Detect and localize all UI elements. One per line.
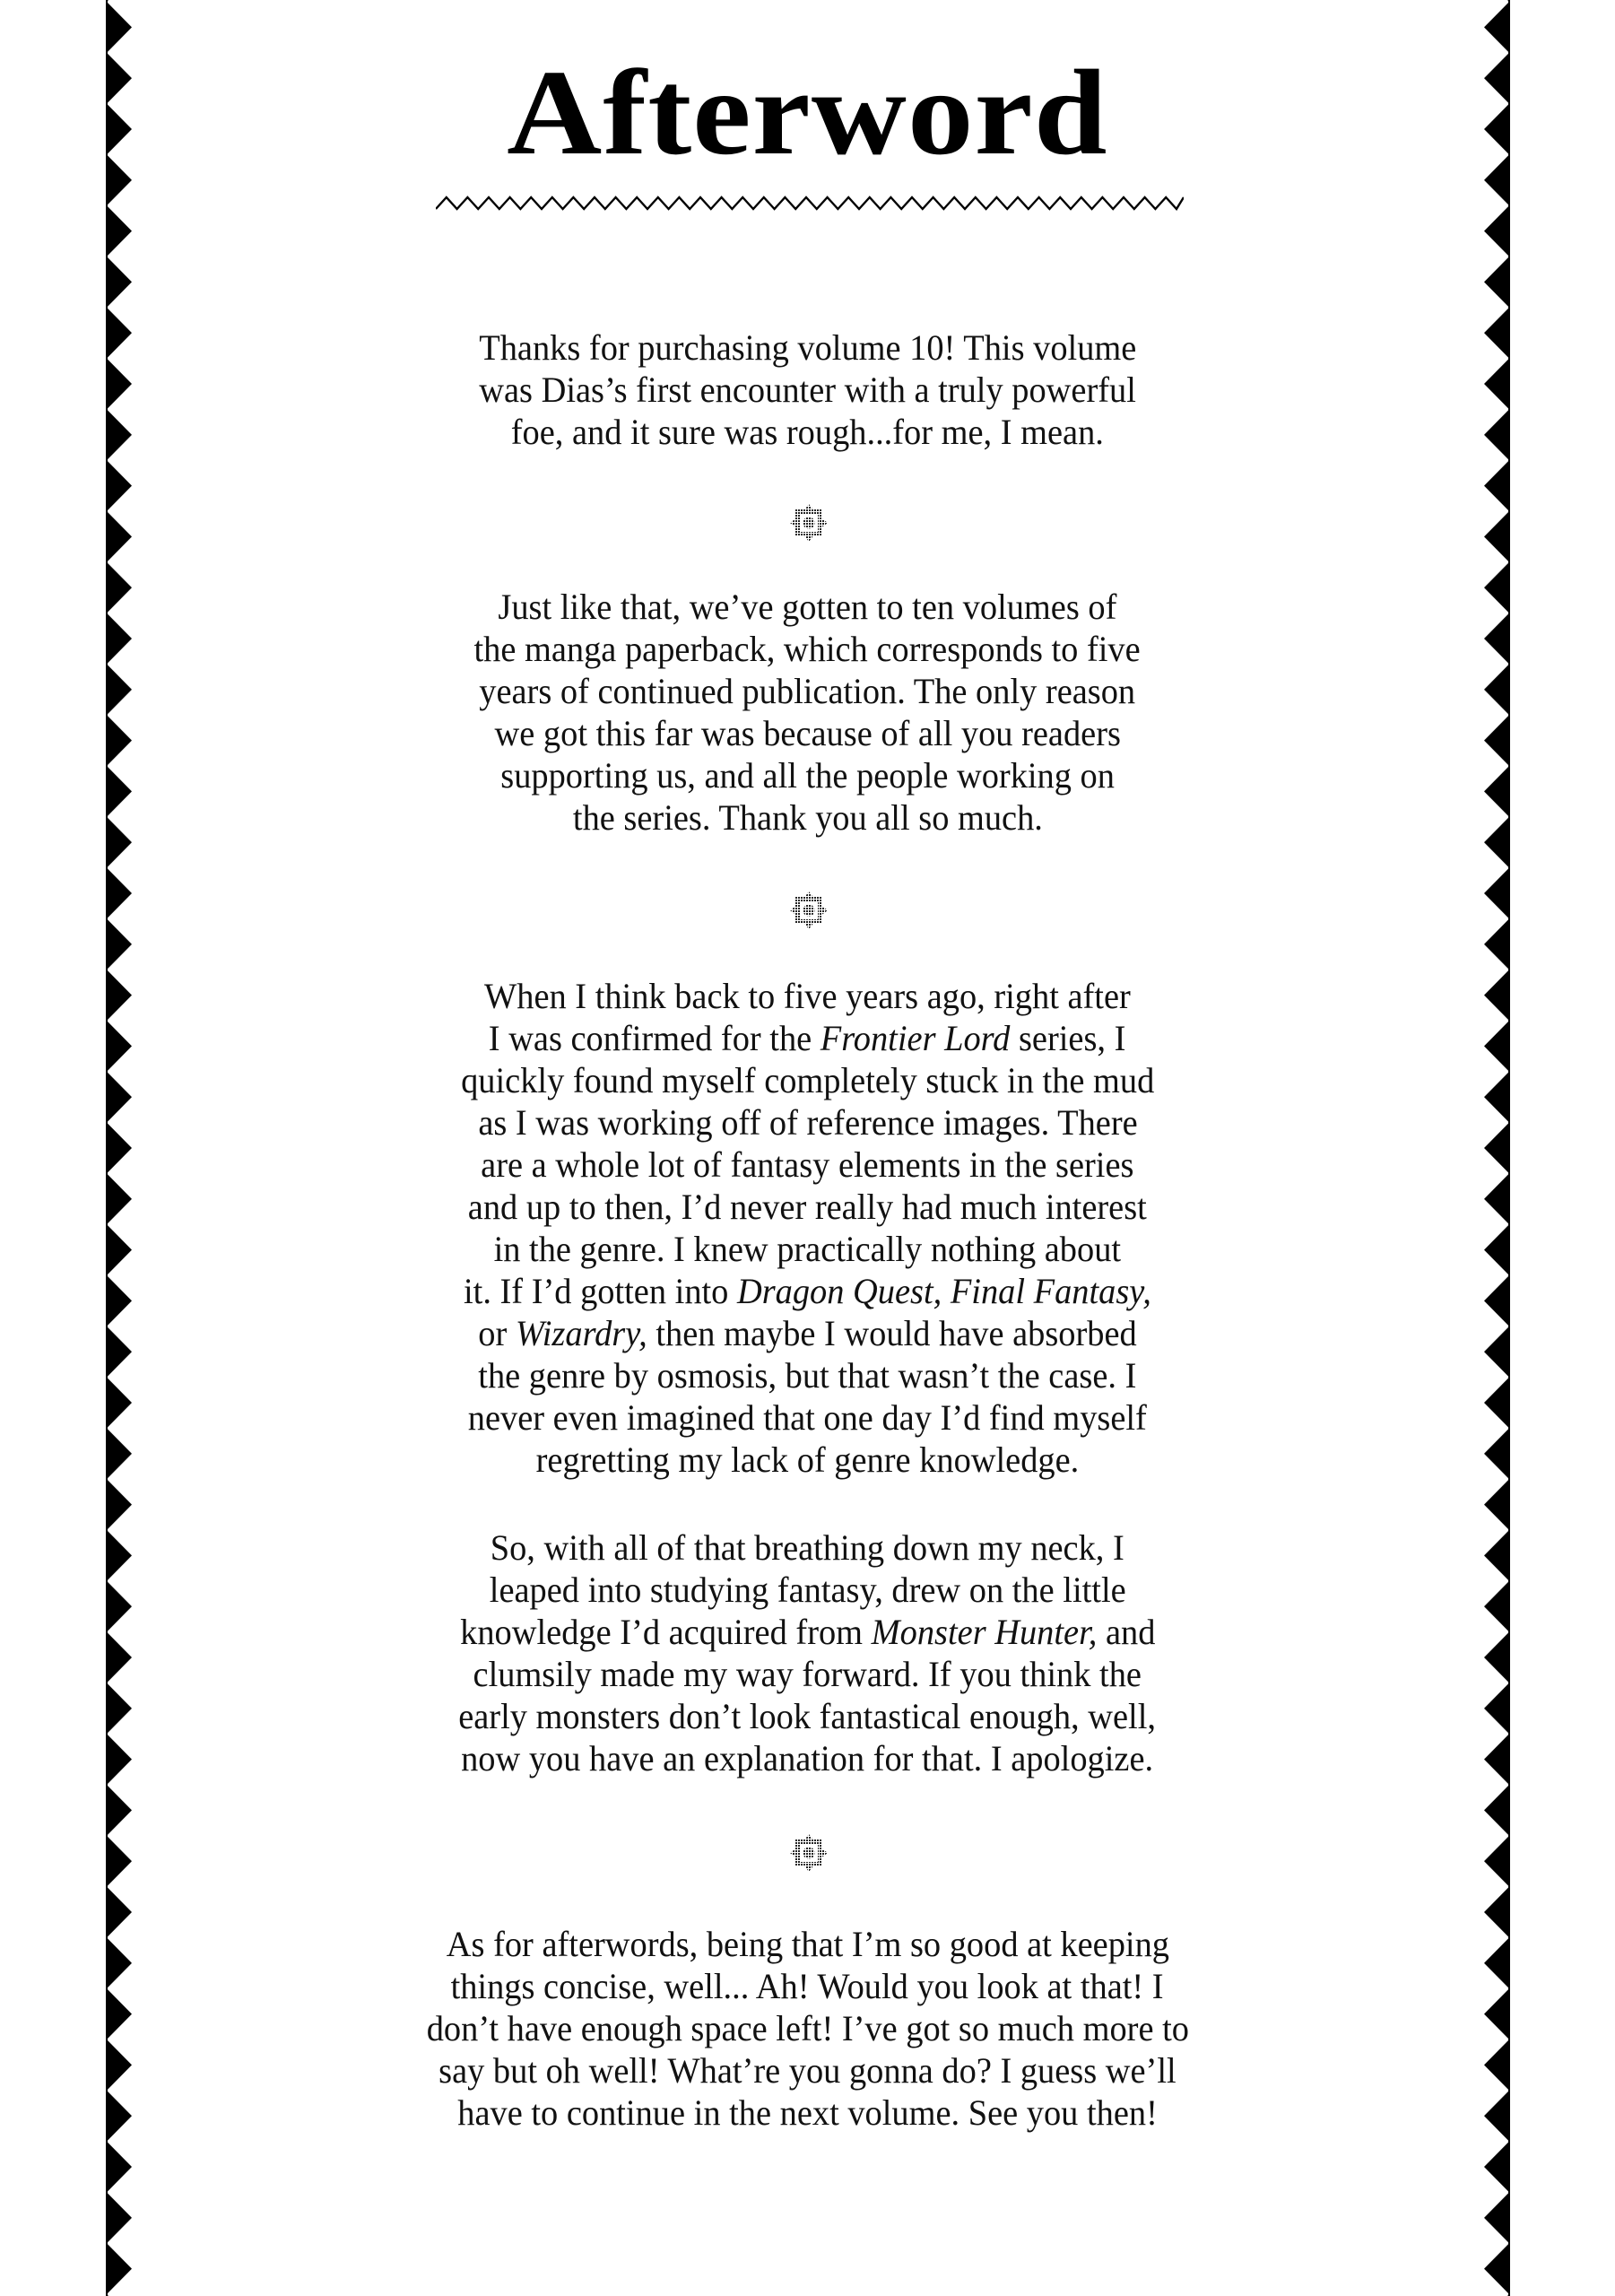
text-line bbox=[0, 712, 1615, 754]
text-line bbox=[0, 1396, 1615, 1439]
paragraph-5 bbox=[0, 1923, 1615, 2134]
text-line-content bbox=[478, 1101, 1137, 1144]
text-line bbox=[0, 2049, 1615, 2092]
text-line-content bbox=[479, 369, 1136, 411]
body-text: say but oh well! What’re you gonna do? I guess we’ll bbox=[438, 2050, 1177, 2091]
body-text: was Dias’s first encounter with a truly powerful bbox=[479, 370, 1136, 410]
text-line bbox=[0, 1312, 1615, 1354]
text-line-content bbox=[511, 411, 1104, 453]
text-line-content bbox=[490, 1569, 1126, 1611]
text-line bbox=[0, 1439, 1615, 1481]
section-divider-ornament-icon bbox=[787, 501, 830, 544]
body-text: as I was working off of reference images. There bbox=[477, 1102, 1138, 1143]
text-line-content bbox=[480, 670, 1136, 712]
text-line-content bbox=[468, 1186, 1147, 1228]
body-text: the genre by osmosis, but that wasn’t the case. I bbox=[478, 1355, 1137, 1396]
body-text: quickly found myself completely stuck in the mud bbox=[460, 1060, 1155, 1100]
text-line-content bbox=[489, 1017, 1126, 1059]
body-text: When I think back to five years ago, right after bbox=[484, 976, 1131, 1016]
text-line bbox=[0, 1059, 1615, 1101]
italic-title-text: Frontier Lord bbox=[821, 1018, 1011, 1058]
body-text: So, with all of that breathing down my neck, I bbox=[490, 1527, 1125, 1568]
body-text: things concise, well... Ah! Would you look at that! I bbox=[450, 1966, 1165, 2006]
text-line-content bbox=[500, 754, 1115, 796]
text-line-content bbox=[461, 1737, 1153, 1779]
text-line bbox=[0, 1695, 1615, 1737]
text-line-content bbox=[499, 586, 1117, 628]
body-text: series, I bbox=[1010, 1018, 1126, 1058]
text-line-content bbox=[457, 2092, 1158, 2134]
text-line-content bbox=[479, 326, 1136, 369]
text-line bbox=[0, 1923, 1615, 1965]
italic-title-text: Dragon Quest, Final Fantasy, bbox=[737, 1271, 1151, 1311]
body-text: never even imagined that one day I’d find myself bbox=[467, 1397, 1148, 1438]
body-text: are a whole lot of fantasy elements in the series bbox=[481, 1144, 1134, 1185]
title-zigzag-rule bbox=[436, 194, 1184, 213]
paragraph-4 bbox=[0, 1526, 1615, 1779]
body-text: Just like that, we’ve gotten to ten volumes of bbox=[498, 587, 1117, 627]
text-line-content bbox=[491, 1526, 1124, 1569]
italic-title-text: Wizardry, bbox=[515, 1313, 647, 1353]
body-text: it. If I’d gotten into bbox=[464, 1271, 738, 1311]
text-line-content bbox=[451, 1965, 1164, 2007]
body-text: leaped into studying fantasy, drew on the little bbox=[489, 1570, 1126, 1610]
text-line bbox=[0, 754, 1615, 796]
text-line-content bbox=[460, 1611, 1155, 1653]
text-line bbox=[0, 411, 1615, 453]
page-title-text: Afterword bbox=[507, 46, 1108, 180]
text-line-content bbox=[459, 1695, 1157, 1737]
body-text: we got this far was because of all you readers bbox=[494, 713, 1121, 753]
text-line-content bbox=[536, 1439, 1080, 1481]
text-line bbox=[0, 670, 1615, 712]
text-line bbox=[0, 975, 1615, 1017]
text-line-content bbox=[464, 1270, 1151, 1312]
text-line-content bbox=[484, 975, 1131, 1017]
body-text: or bbox=[478, 1313, 516, 1353]
paragraph-3 bbox=[0, 975, 1615, 1481]
text-line-content bbox=[473, 1653, 1142, 1695]
body-text: early monsters don’t look fantastical enough, well, bbox=[458, 1696, 1157, 1736]
text-line bbox=[0, 1354, 1615, 1396]
paragraph-1 bbox=[0, 326, 1615, 453]
text-line bbox=[0, 1737, 1615, 1779]
body-text: supporting us, and all the people working on bbox=[500, 755, 1115, 796]
text-line-content bbox=[494, 712, 1120, 754]
text-line bbox=[0, 1526, 1615, 1569]
text-line bbox=[0, 1017, 1615, 1059]
body-text: foe, and it sure was rough...for me, I mean. bbox=[510, 412, 1105, 452]
body-text: and up to then, I’d never really had much interest bbox=[467, 1187, 1148, 1227]
body-text: As for afterwords, being that I’m so good at keeping bbox=[446, 1924, 1169, 1964]
text-line-content bbox=[438, 2049, 1177, 2092]
text-line bbox=[0, 2007, 1615, 2049]
text-line-content bbox=[494, 1228, 1122, 1270]
section-divider-ornament-icon bbox=[787, 1831, 830, 1874]
text-line-content bbox=[446, 1923, 1168, 1965]
text-line bbox=[0, 1270, 1615, 1312]
text-line-content bbox=[461, 1059, 1154, 1101]
text-line-content bbox=[481, 1144, 1133, 1186]
text-line bbox=[0, 628, 1615, 670]
body-text: regretting my lack of genre knowledge. bbox=[535, 1439, 1080, 1480]
page-title bbox=[0, 41, 1615, 185]
text-line bbox=[0, 586, 1615, 628]
text-line bbox=[0, 1228, 1615, 1270]
body-text: then maybe I would have absorbed bbox=[647, 1313, 1137, 1353]
body-text: have to continue in the next volume. See you then! bbox=[457, 2092, 1158, 2133]
body-text: and bbox=[1097, 1612, 1156, 1652]
text-line-content bbox=[478, 1354, 1136, 1396]
text-line bbox=[0, 796, 1615, 839]
text-line bbox=[0, 1101, 1615, 1144]
text-line bbox=[0, 1186, 1615, 1228]
text-line bbox=[0, 1569, 1615, 1611]
body-text: don’t have enough space left! I’ve got so much more to bbox=[426, 2008, 1189, 2048]
text-line bbox=[0, 326, 1615, 369]
body-text: Thanks for purchasing volume 10! This volume bbox=[478, 327, 1137, 368]
text-line bbox=[0, 1611, 1615, 1653]
body-text: clumsily made my way forward. If you think the bbox=[473, 1654, 1142, 1694]
text-line bbox=[0, 1653, 1615, 1695]
text-line bbox=[0, 369, 1615, 411]
paragraph-2 bbox=[0, 586, 1615, 839]
body-text: in the genre. I knew practically nothing about bbox=[493, 1229, 1122, 1269]
text-line-content bbox=[468, 1396, 1147, 1439]
italic-title-text: Monster Hunter, bbox=[871, 1612, 1098, 1652]
text-line-content bbox=[426, 2007, 1188, 2049]
text-line bbox=[0, 1144, 1615, 1186]
text-line-content bbox=[478, 1312, 1136, 1354]
body-text: knowledge I’d acquired from bbox=[459, 1612, 872, 1652]
text-line bbox=[0, 2092, 1615, 2134]
body-text: now you have an explanation for that. I apologize. bbox=[461, 1738, 1154, 1779]
text-line-content bbox=[474, 628, 1141, 670]
body-text: the series. Thank you all so much. bbox=[572, 797, 1043, 838]
body-text: the manga paperback, which corresponds to five bbox=[473, 629, 1142, 669]
section-divider-ornament-icon bbox=[787, 889, 830, 932]
text-line bbox=[0, 1965, 1615, 2007]
text-line-content bbox=[572, 796, 1042, 839]
body-text: I was confirmed for the bbox=[489, 1018, 821, 1058]
body-text: years of continued publication. The only reason bbox=[479, 671, 1136, 711]
